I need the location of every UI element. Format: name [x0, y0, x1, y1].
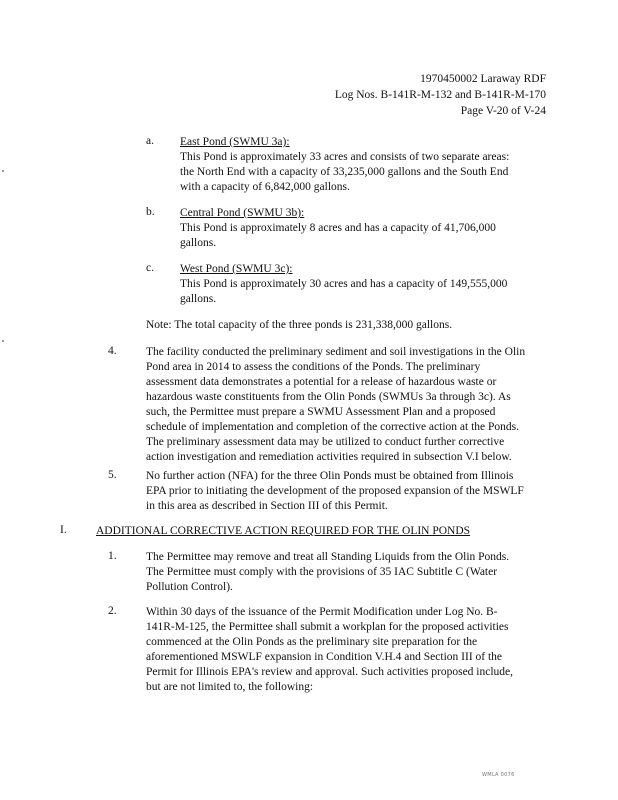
pond-a-paragraph: [180, 135, 560, 195]
text-line: The Permittee may remove and treat all Standing Liquids from the Olin Ponds.: [146, 551, 510, 563]
i2-paragraph: [146, 605, 556, 695]
i1-number: 1.: [108, 550, 117, 562]
section-i-heading: ADDITIONAL CORRECTIVE ACTION REQUIRED FOR THE OLIN PONDS: [96, 525, 471, 537]
section-i-letter: I.: [60, 524, 67, 536]
scan-mark: [2, 340, 4, 342]
header-log-numbers: Log Nos. B-141R-M-132 and B-141R-M-170: [334, 89, 546, 101]
text-line: such, the Permittee must prepare a SWMU Assessment Plan and a proposed: [146, 406, 496, 418]
header-facility-id: 1970450002 Laraway RDF: [420, 73, 546, 85]
text-line: with a capacity of 6,842,000 gallons.: [180, 181, 350, 193]
pond-b-paragraph: [180, 206, 560, 251]
text-line: action investigation and remediation activities required in subsection V.I below.: [146, 451, 512, 463]
item-5-paragraph: [146, 469, 556, 514]
text-line: in this area as described in Section III of this Permit.: [146, 500, 388, 512]
text-line: Within 30 days of the issuance of the Permit Modification under Log No. B-: [146, 606, 498, 618]
text-line: commenced at the Olin Ponds as the preliminary site preparation for the: [146, 636, 478, 648]
pond-c-label: c.: [146, 262, 154, 274]
text-line: This Pond is approximately 8 acres and has a capacity of 41,706,000: [180, 222, 496, 234]
item-4-paragraph: [146, 345, 556, 465]
text-line: Pollution Control).: [146, 581, 233, 593]
bates-stamp: WMLA 0076: [482, 772, 515, 778]
text-line: Permit for Illinois EPA's review and approval. Such activities proposed include,: [146, 666, 514, 678]
i1-paragraph: [146, 550, 556, 595]
text-line: assessment data demonstrates a potential for a release of hazardous waste or: [146, 376, 497, 388]
text-line: The facility conducted the preliminary sediment and soil investigations in the Olin: [146, 346, 526, 358]
text-line: EPA prior to initiating the development of the proposed expansion of the MSWLF: [146, 485, 524, 497]
item-4-number: 4.: [108, 345, 117, 357]
text-line: This Pond is approximately 30 acres and has a capacity of 149,555,000: [180, 278, 508, 290]
text-line: but are not limited to, the following:: [146, 681, 314, 693]
text-line: gallons.: [180, 237, 217, 249]
item-5-number: 5.: [108, 469, 117, 481]
text-line: schedule of implementation and completion of the corrective action at the Ponds.: [146, 421, 519, 433]
pond-c-paragraph: [180, 262, 560, 307]
text-line: 141R-M-125, the Permittee shall submit a workplan for the proposed activities: [146, 621, 509, 633]
text-line: This Pond is approximately 33 acres and consists of two separate areas:: [180, 151, 510, 163]
capacity-note: Note: The total capacity of the three ponds is 231,338,000 gallons.: [146, 319, 453, 331]
i2-number: 2.: [108, 605, 117, 617]
pond-a-label: a.: [146, 135, 154, 147]
text-line: The Permittee must comply with the provisions of 35 IAC Subtitle C (Water: [146, 566, 498, 578]
pond-a-title: East Pond (SWMU 3a):: [180, 136, 290, 148]
text-line: aforementioned MSWLF expansion in Condition V.H.4 and Section III of the: [146, 651, 503, 663]
text-line: hazardous waste constituents from the Olin Ponds (SWMUs 3a through 3c). As: [146, 391, 511, 403]
pond-c-title: West Pond (SWMU 3c):: [180, 263, 293, 275]
text-line: gallons.: [180, 293, 217, 305]
text-line: The preliminary assessment data may be utilized to conduct further corrective: [146, 436, 505, 448]
text-line: the North End with a capacity of 33,235,000 gallons and the South End: [180, 166, 509, 178]
text-line: Pond area in 2014 to assess the conditions of the Ponds. The preliminary: [146, 361, 481, 373]
scan-mark: [2, 170, 4, 172]
pond-b-label: b.: [146, 206, 155, 218]
text-line: No further action (NFA) for the three Olin Ponds must be obtained from Illinois: [146, 470, 514, 482]
pond-b-title: Central Pond (SWMU 3b):: [180, 207, 305, 219]
header-page-number: Page V-20 of V-24: [460, 105, 546, 117]
